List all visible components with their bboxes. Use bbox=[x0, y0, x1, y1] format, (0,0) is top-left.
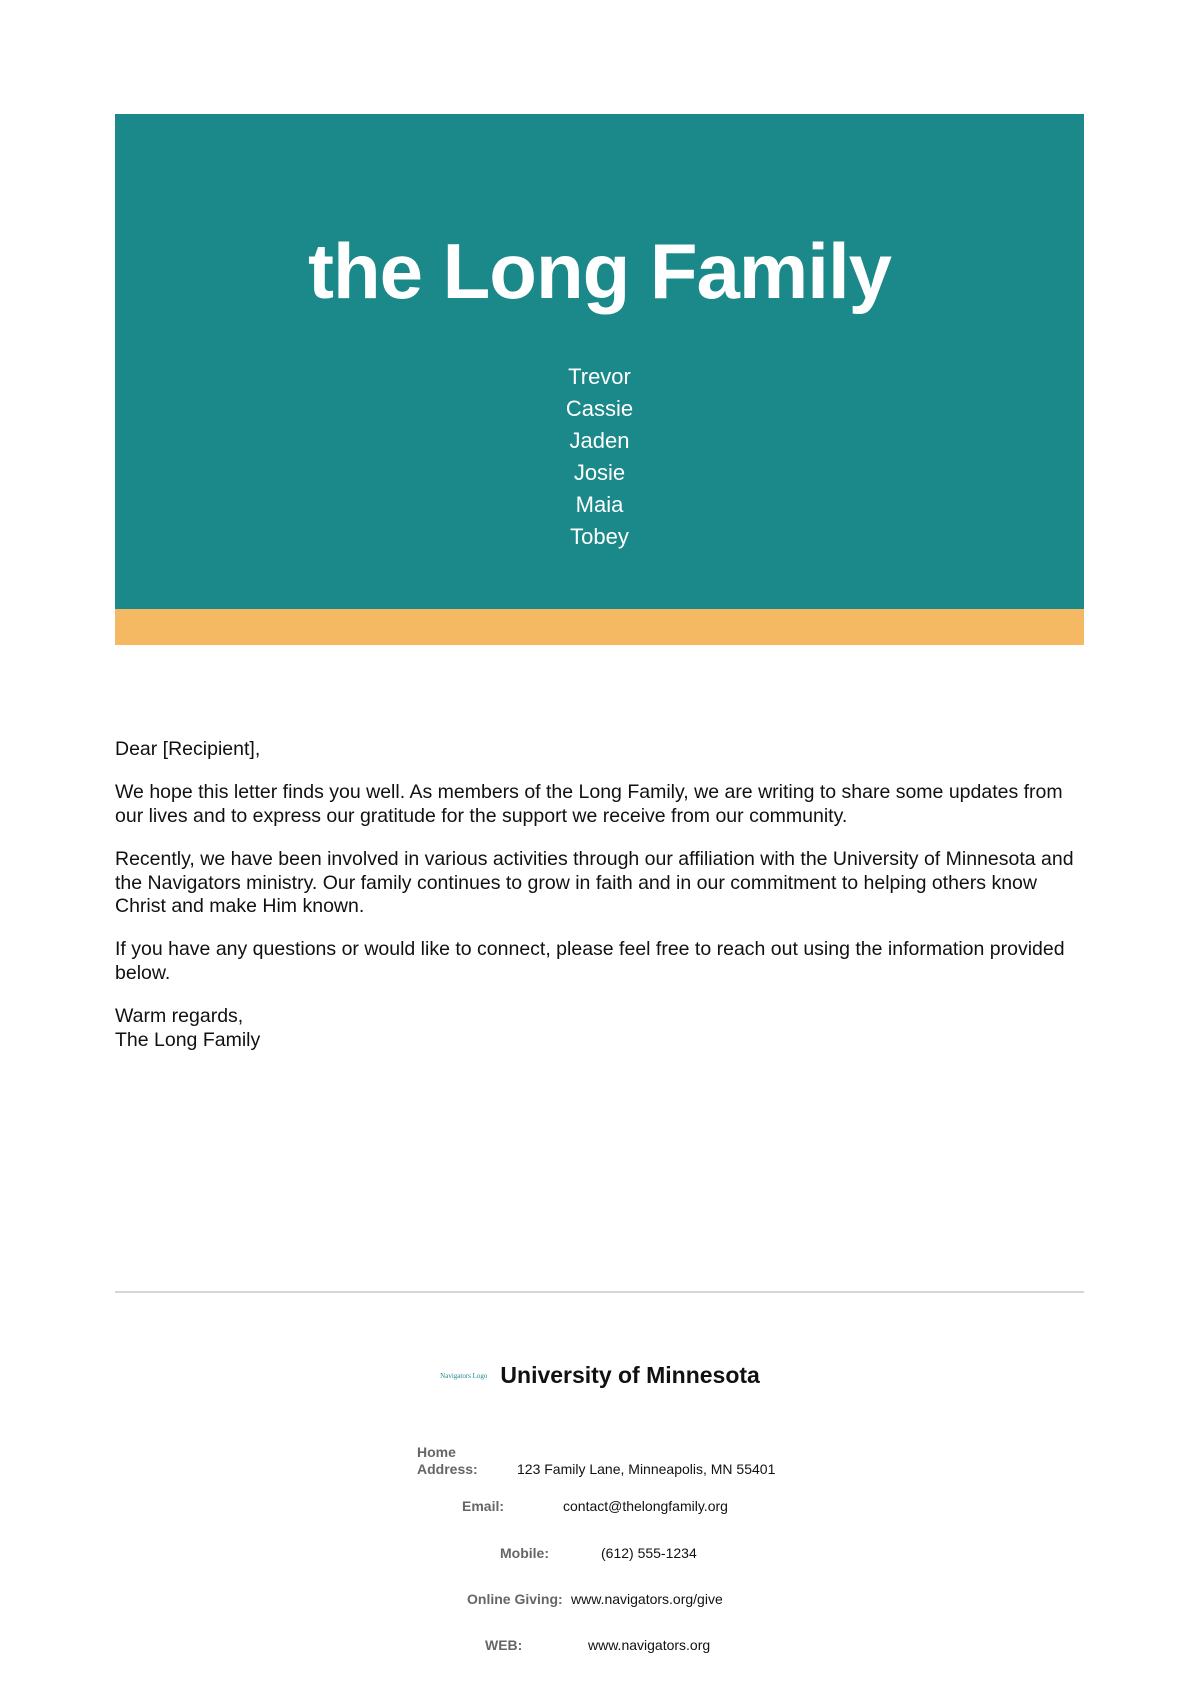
address-label: Home Address: bbox=[417, 1444, 478, 1477]
online-giving-link[interactable]: www.navigators.org/give bbox=[571, 1591, 723, 1607]
paragraph: If you have any questions or would like to connect, please feel free to reach out using the information provided below. bbox=[115, 938, 1065, 984]
organization-name: University of Minnesota bbox=[500, 1362, 760, 1388]
member-name: Jaden bbox=[569, 428, 630, 453]
organization-header bbox=[0, 1362, 1200, 1389]
paragraph: Recently, we have been involved in various activities through our affiliation with the University of Minnesota and the Navigators ministry. Our family continues to grow in faith and in our commitment to helping others know Christ and make Him known. bbox=[115, 848, 1074, 918]
address-value: 123 Family Lane, Minneapolis, MN 55401 bbox=[517, 1461, 776, 1477]
closing: Warm regards, bbox=[115, 1005, 244, 1028]
footer-divider bbox=[115, 1291, 1084, 1293]
contact-row-online-giving bbox=[0, 1591, 1200, 1608]
web-label: WEB: bbox=[485, 1637, 523, 1653]
contact-row-email bbox=[0, 1498, 1200, 1515]
accent-bar bbox=[115, 609, 1084, 645]
online-giving-label: Online Giving: bbox=[467, 1591, 563, 1607]
closing-block bbox=[115, 1005, 1090, 1052]
letter-body bbox=[115, 738, 1090, 1072]
contact-row-web bbox=[0, 1637, 1200, 1654]
family-members-list bbox=[115, 361, 1084, 553]
member-name: Trevor bbox=[568, 364, 631, 389]
header-banner bbox=[115, 114, 1084, 609]
mobile-value: (612) 555-1234 bbox=[601, 1545, 697, 1561]
contact-row-address bbox=[0, 1444, 1200, 1478]
signature: The Long Family bbox=[115, 1028, 261, 1051]
member-name: Tobey bbox=[570, 524, 629, 549]
contact-row-mobile bbox=[0, 1545, 1200, 1562]
member-name: Maia bbox=[575, 492, 624, 517]
web-link[interactable]: www.navigators.org bbox=[588, 1637, 711, 1653]
salutation: Dear [Recipient], bbox=[115, 738, 261, 760]
email-label: Email: bbox=[462, 1498, 505, 1514]
member-name: Cassie bbox=[565, 396, 634, 421]
paragraph: We hope this letter finds you well. As members of the Long Family, we are writing to share some updates from our lives and to express our gratitude for the support we receive from our community. bbox=[115, 781, 1063, 827]
email-link[interactable]: contact@thelongfamily.org bbox=[563, 1498, 728, 1514]
family-title: the Long Family bbox=[307, 227, 892, 315]
navigators-logo-image: Navigators Logo bbox=[440, 1371, 488, 1380]
mobile-label: Mobile: bbox=[500, 1545, 549, 1561]
member-name: Josie bbox=[573, 460, 626, 485]
